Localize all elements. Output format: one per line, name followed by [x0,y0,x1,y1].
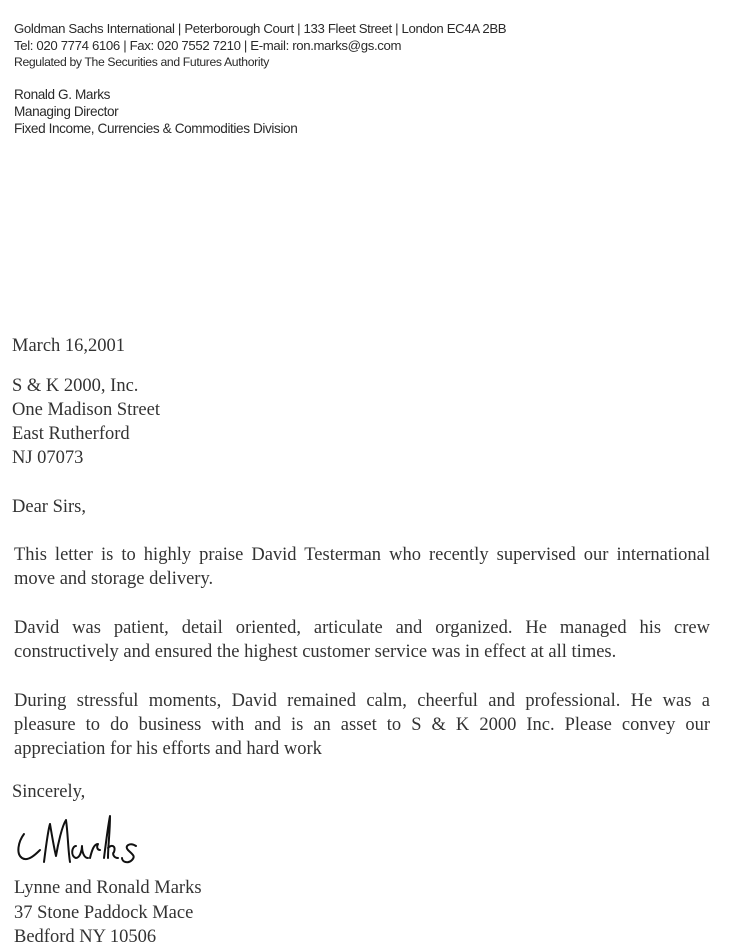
signoff-address-line-1: 37 Stone Paddock Mace [14,902,194,923]
body-paragraph-2: David was patient, detail oriented, articulate and organized. He managed his crew constructively and ensured the highest customer service was in effect at all times. [14,618,710,662]
letterhead-contact-line: Tel: 020 7774 6106 | Fax: 020 7552 7210 | E-mail: ron.marks@gs.com [14,38,402,53]
signoff-block [14,876,202,950]
signoff-name: Lynne and Ronald Marks [14,878,202,898]
handwritten-signature [10,806,150,876]
sender-division: Fixed Income, Currencies & Commodities Division [14,121,298,136]
body-paragraph-3: During stressful moments, David remained calm, cheerful and professional. He was a pleasure to do business with and is an asset to S & K 2000 Inc. Please convey our appreciation for his efforts and hard work [14,691,710,759]
signoff-address-line-2: Bedford NY 10506 [14,927,157,947]
letterhead-regulation-line: Regulated by The Securities and Futures Authority [14,55,269,69]
recipient-street: One Madison Street [12,400,160,420]
letterhead-company-line: Goldman Sachs International | Peterborough Court | 133 Fleet Street | London EC4A 2BB [14,21,507,36]
recipient-company: S & K 2000, Inc. [12,376,139,396]
body-paragraph-1: This letter is to highly praise David Testerman who recently supervised our international move and storage delivery. [14,545,710,589]
sender-name: Ronald G. Marks [14,87,110,102]
sender-title: Managing Director [14,104,119,119]
salutation: Dear Sirs, [12,497,86,517]
recipient-state-zip: NJ 07073 [12,448,84,468]
sender-header [14,86,297,137]
closing: Sincerely, [12,782,86,802]
recipient-address [12,374,160,470]
letter-date: March 16,2001 [12,336,126,356]
recipient-city: East Rutherford [12,424,130,444]
letterhead [14,20,506,71]
